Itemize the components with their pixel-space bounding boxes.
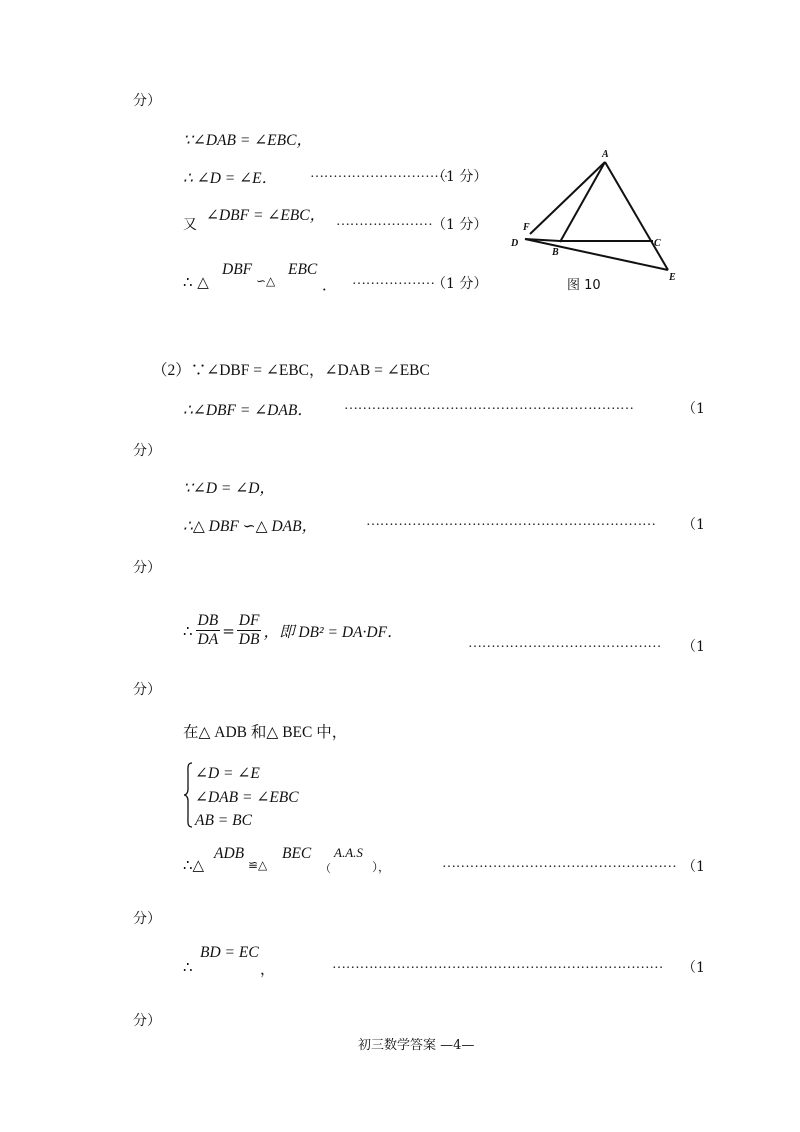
score-6: （1	[682, 639, 705, 655]
point-label-f: F	[523, 222, 530, 233]
dot-leader: ……………………………………………	[442, 856, 677, 871]
dot-leader: ………………	[352, 273, 435, 288]
dot-leader: …………………	[336, 214, 433, 229]
part2-line-similar: ∴△ DBF ∽△ DAB，	[183, 518, 318, 535]
point-label-a: A	[602, 149, 609, 160]
score-4: （1	[682, 401, 705, 417]
score-8: （1	[682, 960, 705, 976]
point-label-b: B	[552, 247, 559, 258]
triangle-name-bec: BEC	[282, 845, 312, 862]
part2-given: （2）∵∠DBF = ∠EBC，∠DAB = ∠EBC	[152, 362, 430, 379]
line-bd-equals-ec: BD = EC	[200, 944, 259, 961]
continuation-fen-6: 分）	[133, 1013, 161, 1029]
continuation-fen-5: 分）	[133, 911, 161, 927]
triangle-name-adb: ADB	[214, 845, 245, 862]
segment-af	[530, 162, 605, 234]
frac2-num: DF	[238, 612, 260, 629]
paren-left: （	[320, 862, 331, 875]
line-angle-d-equals-e: ∴ ∠D = ∠E．	[183, 170, 278, 187]
part2-line-dbf-dab: ∴∠DBF = ∠DAB．	[183, 402, 313, 419]
triangle-name-dbf: DBF	[222, 261, 253, 278]
continuation-fen-2: 分）	[133, 443, 161, 459]
aas-rule: A.A.S	[334, 845, 363, 860]
therefore-triangle: ∴△	[183, 856, 205, 874]
line-given-angle-equality: ∵∠DAB = ∠EBC，	[183, 132, 312, 149]
system-eq-1: ∠D = ∠E	[195, 765, 260, 782]
line-angle-dbf-ebc: ∠DBF = ∠EBC，	[206, 207, 326, 224]
continuation-fen-1: 分）	[133, 93, 161, 109]
system-eq-2: ∠DAB = ∠EBC	[195, 789, 299, 806]
system-brace	[183, 762, 193, 828]
segment-ae	[605, 162, 668, 270]
score-1: （1 分）	[432, 169, 488, 185]
paren-right: ），	[372, 860, 391, 874]
part2-line-common-angle: ∵∠D = ∠D，	[183, 480, 275, 497]
point-label-c: C	[654, 238, 661, 249]
fraction-df-db	[237, 612, 262, 649]
word-you: 又	[183, 217, 197, 233]
dot-leader: ………………………………………………………………	[332, 957, 664, 972]
period: ．	[322, 276, 338, 294]
triangle-name-ebc: EBC	[288, 261, 318, 278]
continuation-fen-3: 分）	[133, 560, 161, 576]
therefore-symbol: ∴	[183, 958, 193, 976]
frac2-den: DB	[238, 631, 260, 648]
therefore-symbol: ∴	[183, 621, 193, 640]
similar-symbol: ∽△	[256, 274, 276, 288]
comma: ，	[260, 960, 276, 978]
page-footer: 初三数学答案 —4—	[358, 1038, 475, 1053]
geometry-figure-10	[505, 142, 685, 287]
continuation-fen-4: 分）	[133, 682, 161, 698]
therefore-triangle: ∴ △	[183, 273, 209, 291]
fraction-db-da	[196, 612, 221, 649]
dot-leader: ………………………………………………………	[366, 514, 656, 529]
proportion-line	[183, 612, 403, 649]
score-2: （1 分）	[432, 217, 488, 233]
segment-de	[525, 239, 668, 270]
segment-ab	[560, 162, 605, 242]
score-5: （1	[682, 517, 705, 533]
dot-leader: ……………………………………	[468, 636, 662, 651]
proportion-rest: ，即 DB² = DA·DF．	[263, 623, 403, 641]
point-label-e: E	[669, 272, 676, 283]
frac1-num: DB	[197, 612, 219, 629]
score-3: （1 分）	[432, 276, 488, 292]
figure-caption: 图 10	[567, 278, 601, 293]
dot-leader: ………………………………………………………	[344, 398, 634, 413]
score-7: （1	[682, 859, 705, 875]
point-label-d: D	[511, 238, 519, 249]
frac1-den: DA	[197, 631, 219, 648]
congruent-symbol: ≌△	[248, 858, 268, 872]
equals-sign: =	[222, 621, 235, 640]
in-triangles-line: 在△ ADB 和△ BEC 中，	[183, 724, 348, 741]
dot-leader: …………………………	[310, 166, 449, 181]
system-eq-3: AB = BC	[195, 812, 252, 829]
